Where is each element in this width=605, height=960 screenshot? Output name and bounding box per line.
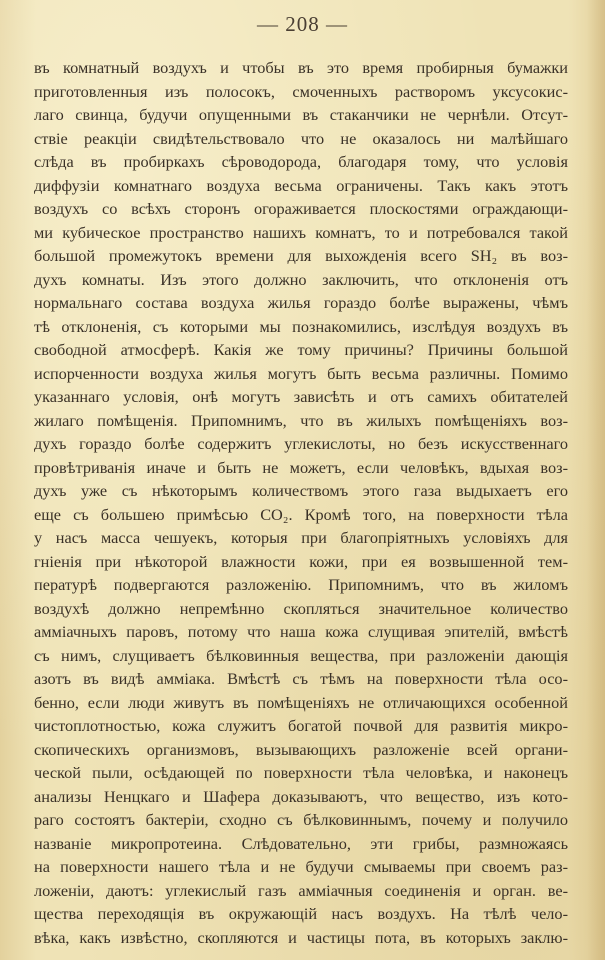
page-edge-shadow [587,0,605,960]
text-line: испорченности воздуха жилья могутъ быть весьма различны. Помимо [34,363,568,383]
text-line: съ нимъ, слущиваетъ бѣлковинныя вещества, при разложеніи дающія [34,645,568,665]
body-text [34,56,568,949]
text-line: раго состоятъ бактеріи, сходно съ бѣлковиннымъ, почему и получило [34,810,568,829]
text-line: еще съ большею примѣсью CO₂. Кромѣ того, на поверхности тѣла [34,504,568,524]
text-line: бенно, если люди живутъ въ помѣщеніяхъ не отличающихся особенной [34,692,568,712]
text-line: духъ гораздо болѣе содержитъ углекислоты, но безъ искусственнаго [34,434,568,453]
text-line: въ комнатный воздухъ и чтобы въ это время пробирныя бумажки [34,58,568,77]
text-line: свободной атмосферѣ. Какія же тому причины? Причины большой [34,340,568,359]
text-line: большой промежутокъ времени для выхожденія всего SH₂ въ воз- [34,246,568,265]
text-line: духъ комнаты. Изъ этого должно заключить, что отклоненія отъ [34,269,568,289]
page-number: — 208 — [257,12,348,36]
text-line: гніенія при нѣкоторой влажности кожи, при ея возвышенной тем- [34,551,568,571]
text-line: названіе микропротеина. Слѣдовательно, эти грибы, размножаясь [34,833,568,853]
text-line: ми кубическое пространство нашихъ комнатъ, то и потребовался такой [34,222,568,242]
text-line: указаннаго условія, онѣ могутъ зависѣть и отъ самихъ обитателей [34,387,568,406]
text-line: ложеніи, даютъ: углекислый газъ аммiачныя соединенія и орган. ве- [34,880,568,900]
text-line: лаго свинца, будучи опущенными въ стаканчики не чернѣли. Отсут- [34,105,568,124]
text-line: анализы Ненцкаго и Шафера доказываютъ, что вещество, изъ кото- [34,786,568,806]
text-line: пературѣ подвергаются разложенію. Припомнимъ, что въ жиломъ [34,575,568,594]
text-line: жилаго помѣщенія. Припомнимъ, что въ жилыхъ помѣщеніяхъ воз- [34,410,568,430]
text-line: слѣда въ пробиркахъ сѣроводорода, благодаря тому, что условія [34,152,568,171]
text-line: диффузіи комнатнаго воздуха весьма ограничены. Такъ какъ этотъ [34,175,568,195]
text-line: духъ уже съ нѣкоторымъ количествомъ этого газа выдыхаетъ его [34,481,568,500]
text-line: воздухъ со всѣхъ сторонъ огораживается плоскостями ограждающи- [34,199,568,218]
text-line: нормальнаго состава воздуха жилья гораздо болѣе выражены, чѣмъ [34,293,568,312]
text-line: у насъ масса чешуекъ, которыя при благопріятныхъ условіяхъ для [34,528,568,547]
text-line: на поверхности нашего тѣла и не будучи смываемы при своемъ раз- [34,857,568,876]
text-line: аммiачныхъ паровъ, потому что наша кожа слущивая эпителій, вмѣстѣ [34,622,568,641]
text-line: азотъ въ видѣ аммiака. Вмѣстѣ съ тѣмъ на поверхности тѣла осо- [34,669,568,688]
text-line: воздухѣ должно непремѣнно скопляться значительное количество [34,598,568,618]
text-line: щества переходящія въ окружающій насъ воздухъ. На тѣлѣ чело- [34,904,568,923]
text-line: вѣка, какъ извѣстно, скопляются и частицы пота, въ которыхъ заклю- [34,927,568,947]
text-line: ческой пыли, осѣдающей по поверхности тѣла человѣка, и наконецъ [34,763,568,782]
text-line: провѣтриванія иначе и быть не можетъ, если человѣкъ, вдыхая воз- [34,457,568,477]
text-line: ствіе реакціи свидѣтельствовало что не оказалось ни малѣйшаго [34,128,568,148]
text-line: скопическихъ организмовъ, вызывающихъ разложеніе всей органи- [34,739,568,759]
text-line: тѣ отклоненія, съ которыми мы познакомились, изслѣдуя воздухъ въ [34,316,568,336]
text-line: приготовленныя изъ полосокъ, смоченныхъ растворомъ уксусокис- [34,81,568,101]
text-line: чистоплотностью, кожа служитъ богатой почвой для развитія микро- [34,716,568,735]
